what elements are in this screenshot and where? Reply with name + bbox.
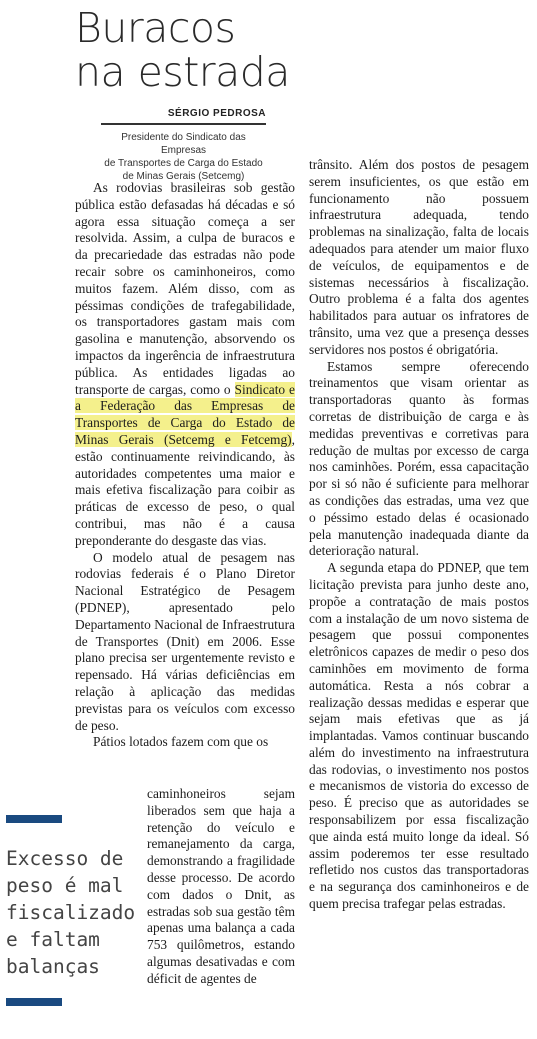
column-left [75, 180, 295, 751]
article-title [75, 6, 290, 94]
paragraph-3: caminhoneiros sejam liberados sem que haja a retenção do veículo e remanejamento da carga, demonstrando a fragilidade desse processo. De acordo com dados o Dnit, as estradas sob sua gestão têm apenas uma balança a cada 753 quilômetros, estando algumas desativadas e com déficit de agentes de [147, 786, 295, 986]
pullquote-line-3: fiscalizado [6, 901, 136, 924]
author-credential [101, 131, 266, 183]
author-rule [101, 123, 266, 125]
p1-text: As rodovias brasileiras sob gestão pública estão defasadas há décadas e só agora essa situação começa a ser resolvida. Assim, a culpa de buracos e da precariedade das estradas não pode recair sobre os caminhoneiros, como muitos fazem. Além disso, com as péssimas condições de trafegabilidade, os transportadores gastam mais com gasolina e manutenção, absorvendo os impactos da ingerência de infraestrutura pública. As entidades ligadas ao transporte de cargas, como o [75, 180, 295, 397]
paragraph-4: Estamos sempre oferecendo treinamentos que visam orientar as transportadoras quanto às formas corretas de distribuição de carga e às medidas preventivas e corretivas para redução de multas por excesso de carga nos caminhões. Porém, essa capacitação por si só não é suficiente para melhorar as condições das estradas, uma vez que o péssimo estado delas é ocasionado pela manutenção inadequada diante da deterioração natural. [309, 358, 529, 559]
column-left-narrow [147, 786, 295, 988]
credential-line-2: de Transportes de Carga do Estado [104, 158, 263, 169]
paragraph-3-continued: trânsito. Além dos postos de pesagem serem insuficientes, os que estão em funcionamento não possuem infraestrutura adequada, tendo problemas na sinalização, falta de locais adequados para atender um maior fluxo de veículos, de equipamentos e de sistemas necessários à fiscalização. Outro problema é a falta dos agentes habilitados para autuar os infratores de trânsito, uma vez que a presença desses servidores nos postos é obrigatória. [309, 157, 529, 357]
column-right [309, 157, 529, 913]
title-line-2: na estrada [75, 48, 290, 96]
author-name: SÉRGIO PEDROSA [167, 108, 266, 119]
pullquote-line-4: e faltam [6, 928, 100, 951]
title-line-1: Buracos [75, 4, 236, 52]
credential-line-3: de Minas Gerais (Setcemg) [122, 171, 245, 182]
p1-text-end: , estão continuamente reivindicando, às autoridades competentes uma maior e mais efetiva fiscalização para coibir as práticas de excesso de peso, o qual contribui, mas não é a causa preponderante do desgaste das vias. [75, 431, 295, 548]
pullquote [6, 845, 141, 980]
pullquote-line-1: Excesso de [6, 847, 124, 870]
pullquote-bar-bottom [6, 998, 62, 1006]
paragraph-1 [75, 180, 295, 550]
paragraph-5: A segunda etapa do PDNEP, que tem licitação prevista para junho deste ano, propõe a contratação de mais postos com a instalação de um novo sistema de pesagem que possui componentes eletrônicos capazes de medir o peso dos caminhões em movimento de forma automática. Resta a nós cobrar a realização dessas medidas e esperar que sejam mais efetivas que as já implantadas. Vamos continuar buscando além do investimento na infraestrutura das rodovias, o investimento nos postos e mecanismos de vistoria do excesso de peso. É preciso que as autoridades se responsabilizem por essa fiscalização que ainda está muito longe da ideal. Só assim poderemos ter esse resultado refletido nos custos das transportadoras e na segurança dos caminhoneiros e de quem precisa trafegar pelas estradas. [309, 560, 529, 912]
paragraph-3-lead: Pátios lotados fazem com que os [93, 734, 269, 750]
pullquote-line-2: peso é mal [6, 874, 124, 897]
paragraph-2: O modelo atual de pesagem nas rodovias federais é o Plano Diretor Nacional Estratégico de Pesagem (PDNEP), apresentado pelo Departamento Nacional de Infraestrutura de Transportes (Dnit) em 2006. Esse plano precisa ser urgentemente revisto e repensado. Há várias deficiências em relação à aplicação das medidas previstas para os veículos com excesso de peso. [75, 549, 295, 733]
highlighted-text: Sindicato e a Federação das Empresas de Transportes de Carga do Estado de Minas Gerais (Setcemg e Fetcemg) [75, 381, 295, 447]
pullquote-line-5: balanças [6, 955, 100, 978]
credential-line-1: Presidente do Sindicato das Empresas [121, 132, 246, 156]
pullquote-bar-top [6, 815, 62, 823]
